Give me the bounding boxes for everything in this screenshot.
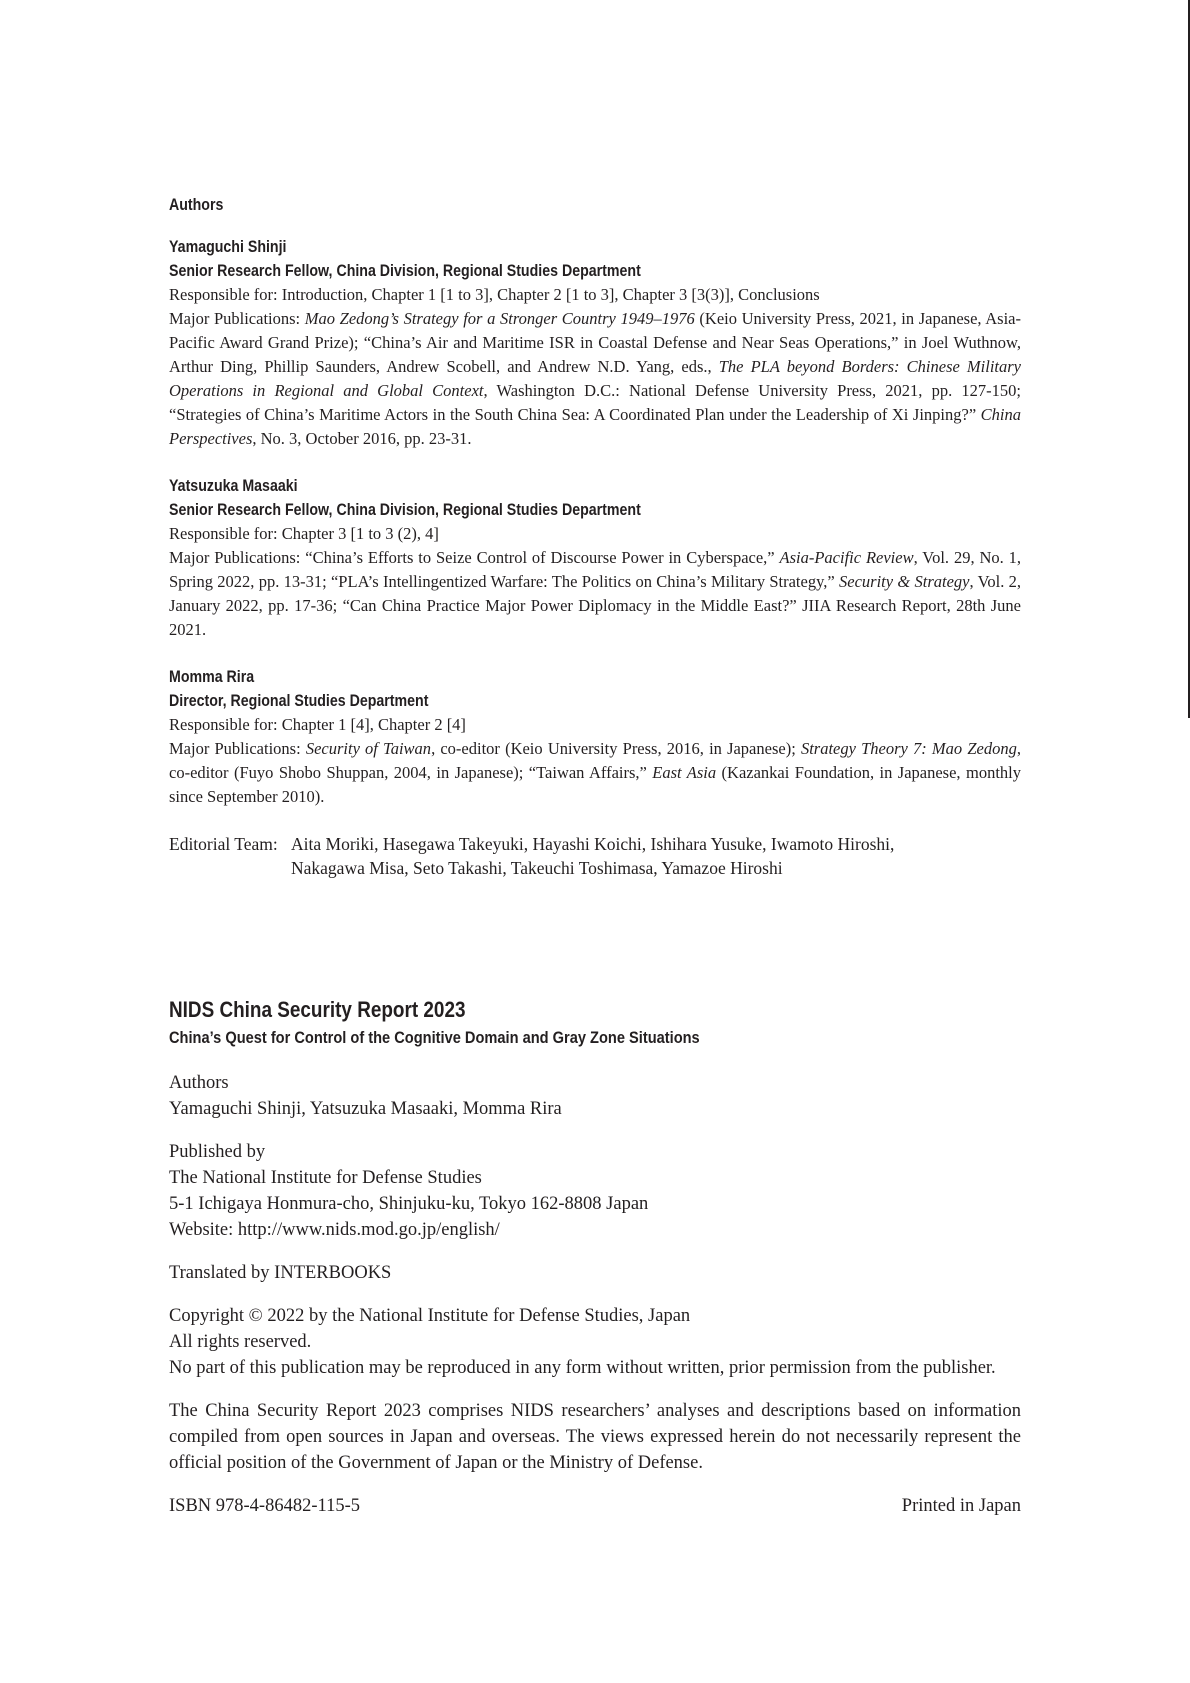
- colophon-authors-label: Authors: [169, 1073, 229, 1093]
- publication-text: (Kazankai Foundation, in Japanese, monthly since September 2010).: [169, 763, 1021, 806]
- publication-text: Major Publications:: [169, 739, 306, 758]
- editorial-team-label: Editorial Team:: [169, 834, 278, 854]
- author-title: Senior Research Fellow, China Division, Regional Studies Department: [169, 501, 641, 519]
- report-title: NIDS China Security Report 2023: [169, 997, 466, 1022]
- colophon: [169, 1070, 1021, 1519]
- publication-text: , Vol. 2, January 2022, pp. 17-36; “Can China Practice Major Power Diplomacy in the Middle East?” JIIA Research Report, 28th June 2021.: [169, 572, 1022, 639]
- publication-title: Security of Taiwan: [305, 739, 432, 758]
- publication-title: Asia-Pacific Review: [779, 548, 914, 567]
- translator: [169, 1260, 1021, 1286]
- colophon-publisher: [169, 1139, 1021, 1243]
- printed-in: Printed in Japan: [901, 1496, 1021, 1516]
- editorial-names-line: Aita Moriki, Hasegawa Takeyuki, Hayashi Koichi, Ishihara Yusuke, Iwamoto Hiroshi,: [291, 834, 895, 854]
- colophon-authors: [169, 1070, 1021, 1122]
- editorial-names-line: Nakagawa Misa, Seto Takashi, Takeuchi Toshimasa, Yamazoe Hiroshi: [291, 858, 783, 878]
- author-entry: [169, 235, 1021, 451]
- publication-title: East Asia: [652, 763, 717, 782]
- author-responsibility: Responsible for: Chapter 1 [4], Chapter 2 [4]: [169, 715, 466, 734]
- author-title: Senior Research Fellow, China Division, Regional Studies Department: [169, 262, 641, 280]
- publication-title: Security & Strategy: [839, 572, 970, 591]
- colophon-authors-names: Yamaguchi Shinji, Yatsuzuka Masaaki, Momma Rira: [169, 1099, 562, 1119]
- isbn-row: [169, 1493, 1021, 1519]
- publisher-name: The National Institute for Defense Studies: [169, 1168, 482, 1188]
- author-responsibility: Responsible for: Chapter 3 [1 to 3 (2), 4]: [169, 524, 439, 543]
- publication-text: (Keio University Press, 2021, in Japanese, Asia-Pacific Award Grand Prize); “China’s Air and Maritime ISR in Coastal Defense and Near Seas Operations,” in Joel Wuthnow, Arthur Ding, Phillip Saunders, Andrew Scobell, and Andrew N.D. Yang, eds.,: [169, 309, 1021, 376]
- author-name: Yatsuzuka Masaaki: [169, 477, 298, 495]
- author-name: Yamaguchi Shinji: [169, 238, 287, 256]
- publication-text: , co-editor (Fuyo Shobo Shuppan, 2004, in Japanese); “Taiwan Affairs,”: [169, 739, 1021, 782]
- publication-title: The PLA beyond Borders: Chinese Military Operations in Regional and Global Context: [169, 357, 1021, 400]
- publisher-address: 5-1 Ichigaya Honmura-cho, Shinjuku-ku, Tokyo 162-8808 Japan: [169, 1194, 649, 1214]
- rights-line: All rights reserved.: [169, 1332, 312, 1352]
- publication-text: Major Publications:: [169, 309, 305, 328]
- author-publications: [169, 307, 1021, 451]
- disclaimer: The China Security Report 2023 comprises NIDS researchers’ analyses and descriptions based on information compiled from open sources in Japan and overseas. The views expressed herein do not necessarily represent the official position of the Government of Japan or the Ministry of Defense.: [169, 1401, 1021, 1473]
- publication-title: China Perspectives: [169, 405, 1021, 448]
- publication-text: , Vol. 29, No. 1, Spring 2022, pp. 13-31; “PLA’s Intellingentized Warfare: The Politics on China’s Military Strategy,”: [169, 548, 1022, 591]
- publication-text: , No. 3, October 2016, pp. 23-31.: [252, 429, 472, 448]
- publication-text: , Washington D.C.: National Defense University Press, 2021, pp. 127-150; “Strategies of China’s Maritime Actors in the South China Sea: A Coordinated Plan under the Leadership of Xi Jinping?”: [169, 381, 1021, 424]
- author-entry: [169, 474, 1021, 642]
- published-by-label: Published by: [169, 1142, 266, 1162]
- author-responsibility: Responsible for: Introduction, Chapter 1 [1 to 3], Chapter 2 [1 to 3], Chapter 3 [3(3)], Conclusions: [169, 285, 820, 304]
- translated-by: Translated by INTERBOOKS: [169, 1263, 392, 1283]
- publication-text: , co-editor (Keio University Press, 2016, in Japanese);: [431, 739, 801, 758]
- editorial-team: [169, 832, 1021, 880]
- report-subtitle: China’s Quest for Control of the Cognitive Domain and Gray Zone Situations: [169, 1028, 700, 1047]
- publication-title: Strategy Theory 7: Mao Zedong: [800, 739, 1017, 758]
- author-name: Momma Rira: [169, 668, 255, 686]
- author-entry: [169, 665, 1021, 809]
- reproduction-notice: No part of this publication may be reproduced in any form without written, prior permission from the publisher.: [169, 1358, 996, 1378]
- publication-title: Mao Zedong’s Strategy for a Stronger Country 1949–1976: [304, 309, 695, 328]
- copyright-block: [169, 1303, 1021, 1381]
- authors-section: [169, 193, 1021, 880]
- author-publications: [169, 546, 1021, 642]
- copyright-line: Copyright © 2022 by the National Institute for Defense Studies, Japan: [169, 1306, 691, 1326]
- author-title: Director, Regional Studies Department: [169, 692, 429, 710]
- publisher-website: Website: http://www.nids.mod.go.jp/english/: [169, 1220, 500, 1240]
- author-publications: [169, 737, 1021, 809]
- authors-heading: Authors: [169, 196, 224, 214]
- isbn: ISBN 978-4-86482-115-5: [169, 1496, 360, 1516]
- editorial-team-names: [291, 832, 1021, 880]
- publication-text: Major Publications: “China’s Efforts to Seize Control of Discourse Power in Cyberspace,”: [169, 548, 780, 567]
